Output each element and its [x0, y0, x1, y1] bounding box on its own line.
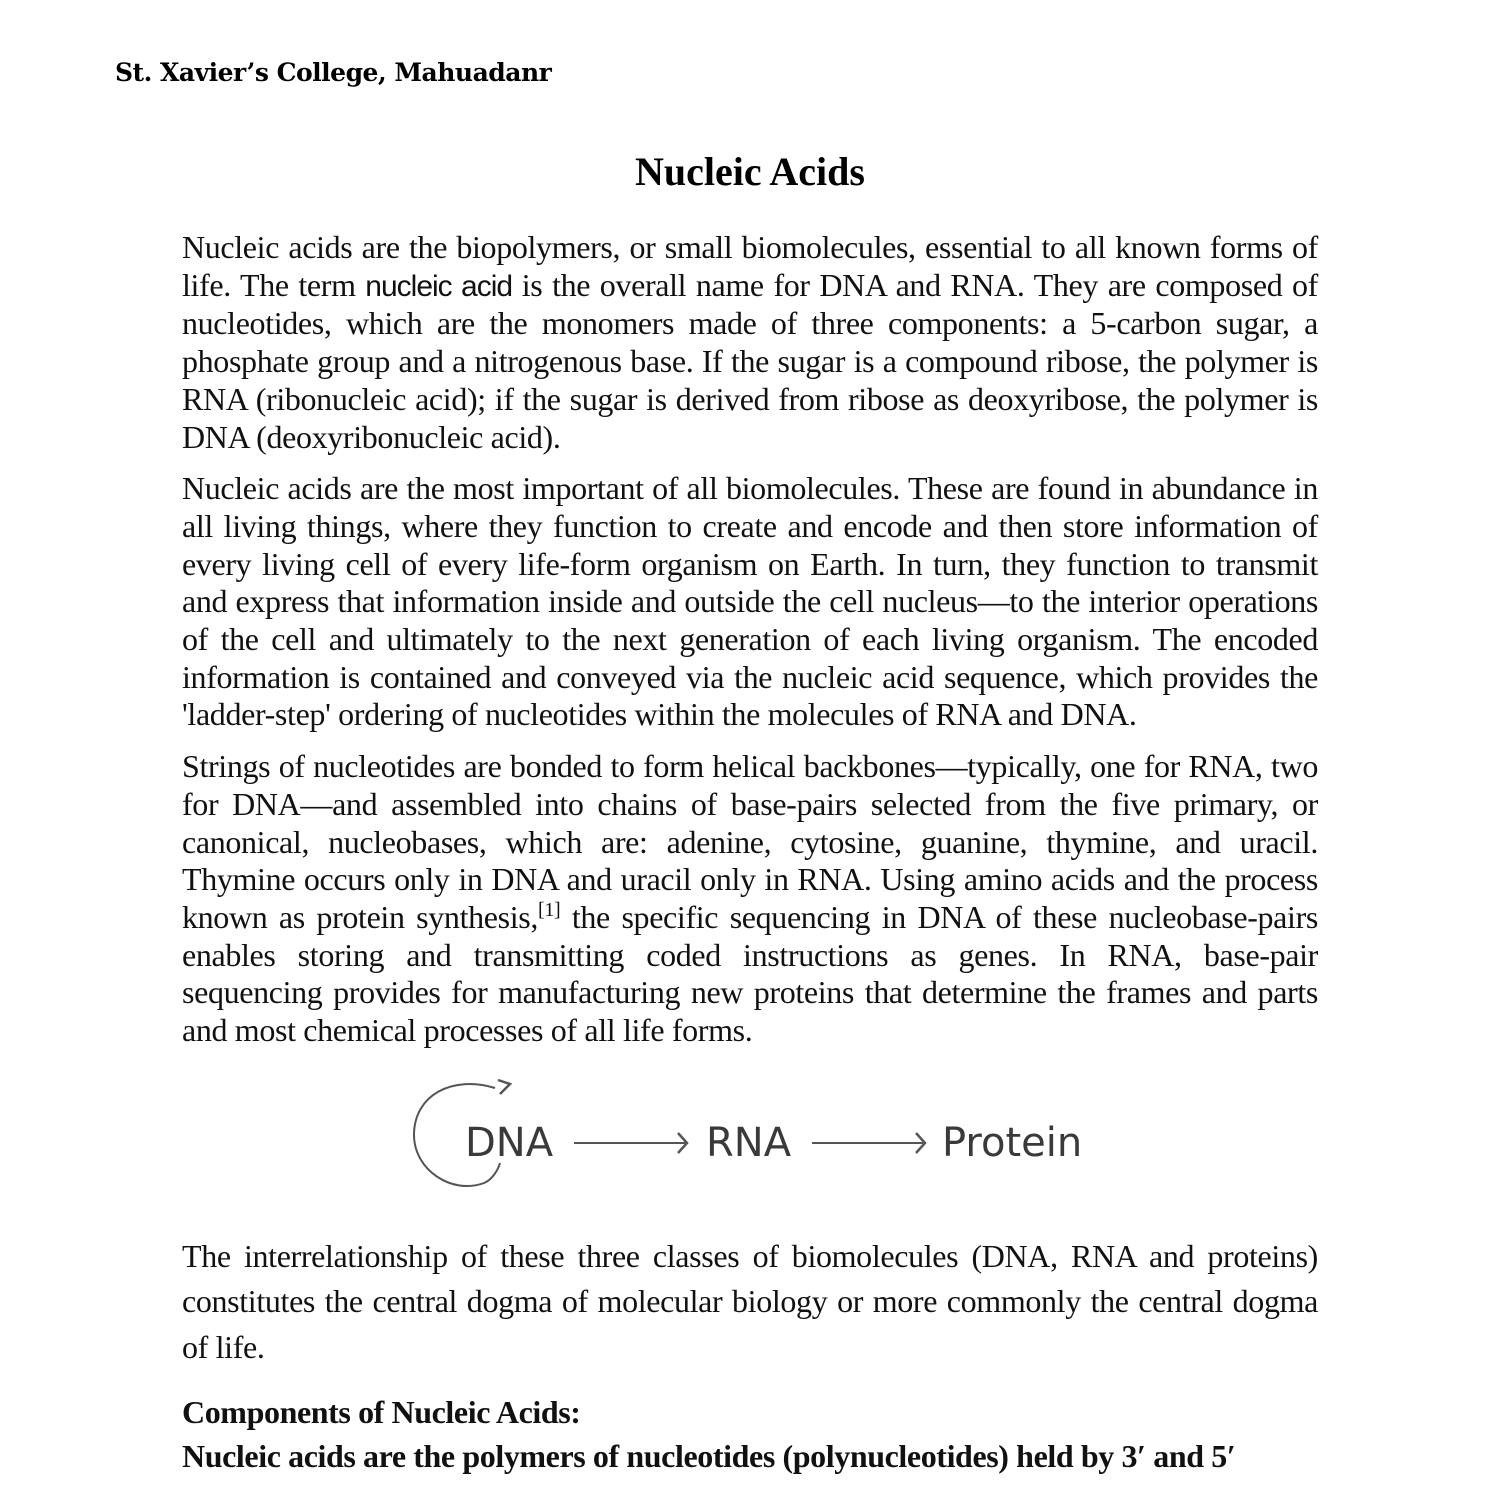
document-body [182, 229, 1318, 1476]
citation-reference[interactable]: [1] [538, 898, 561, 921]
paragraph-nucleotides-text-start: Strings of nucleotides are bonded to form helical backbones—typically, one for RNA, two for DNA—and assembled into chains of base-pairs selected from the five primary, or canonical, nucleobases, which are: adenine, cytosine, guanine, thymine, and uracil. Thymine occurs only in DNA and uracil only in RNA. Using amino acids and the process known as protein synthesis, [182, 748, 1318, 935]
paragraph-nucleotides [182, 748, 1318, 1050]
figure-label-protein: Protein [942, 1119, 1083, 1166]
paragraph-importance: Nucleic acids are the most important of all biomolecules. These are found in abundance in all living things, where they function to create and encode and then store information of every living cell of every life-form organism on Earth. In turn, they function to transmit and express that information inside and outside the cell nucleus—to the interior operations of the cell and ultimately to the next generation of each living organism. The encoded information is contained and conveyed via the nucleic acid sequence, which provides the 'ladder-step' ordering of nucleotides within the molecules of RNA and DNA. [182, 470, 1318, 733]
paragraph-central-dogma: The interrelationship of these three classes of biomolecules (DNA, RNA and proteins) constitutes the central dogma of molecular biology or more commonly the central dogma of life. [182, 1237, 1318, 1365]
paragraph-intro-text-start: Nucleic acids are the biopolymers, or small biomolecules, essential to all known forms of life. The term [182, 229, 1318, 303]
central-dogma-diagram [182, 1070, 1318, 1234]
components-intro-text: Nucleic acids are the polymers of nucleotides (polynucleotides) held by 3′ and 5′ [182, 1438, 1236, 1475]
college-header: St. Xavier’s College, Mahuadanr [115, 58, 552, 87]
replication-arrowhead-icon [498, 1080, 510, 1094]
figure-label-rna: RNA [706, 1119, 792, 1166]
paragraph-nucleotides-text-end: the specific sequencing in DNA of these nucleobase-pairs enables storing and transmitting coded instructions as genes. In RNA, base-pair sequencing provides for manufacturing new proteins that determine the frames and parts and most chemical processes of all life forms. [182, 898, 1318, 1049]
section-heading-components: Components of Nucleic Acids: [182, 1394, 581, 1431]
paragraph-intro-text-end: is the overall name for DNA and RNA. They are composed of nucleotides, which are the monomers made of three components: a 5-carbon sugar, a phosphate group and a nitrogenous base. If the sugar is a compound ribose, the polymer is RNA (ribonucleic acid); if the sugar is derived from ribose as deoxyribose, the polymer is DNA (deoxyribonucleic acid). [182, 266, 1318, 455]
term-nucleic-acid: nucleic acid [365, 269, 513, 303]
figure-label-dna: DNA [465, 1119, 554, 1166]
central-dogma-figure [182, 1070, 1318, 1234]
paragraph-intro [182, 229, 1318, 456]
page-title: Nucleic Acids [635, 149, 865, 194]
